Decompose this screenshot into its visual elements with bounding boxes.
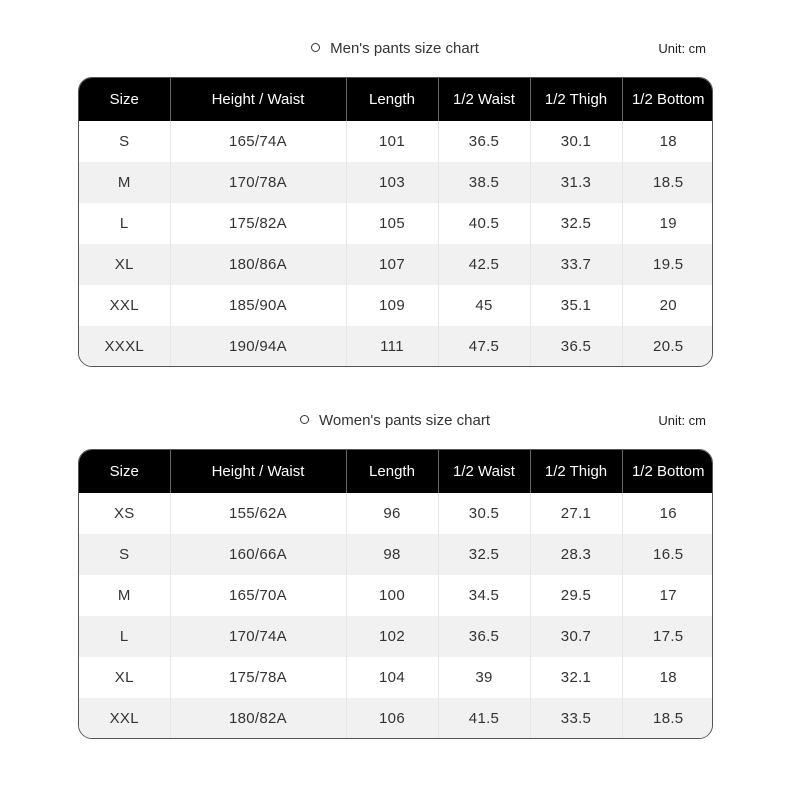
cell-half-waist: 40.5	[438, 203, 530, 244]
cell-half-waist: 30.5	[438, 493, 530, 534]
cell-half-waist: 32.5	[438, 534, 530, 575]
cell-half-thigh: 36.5	[530, 326, 622, 367]
cell-half-waist: 42.5	[438, 244, 530, 285]
cell-half-bottom: 20.5	[622, 326, 713, 367]
table-row	[79, 121, 713, 162]
header-half-waist: 1/2 Waist	[438, 78, 530, 121]
header-half-thigh: 1/2 Thigh	[530, 78, 622, 121]
men-size-table	[78, 77, 713, 367]
cell-size: XS	[79, 493, 170, 534]
cell-half-waist: 38.5	[438, 162, 530, 203]
cell-size: L	[79, 616, 170, 657]
header-size: Size	[79, 450, 170, 493]
cell-length: 109	[346, 285, 438, 326]
cell-height-waist: 190/94A	[170, 326, 346, 367]
cell-length: 101	[346, 121, 438, 162]
header-height-waist: Height / Waist	[170, 78, 346, 121]
cell-half-thigh: 31.3	[530, 162, 622, 203]
table-row	[79, 575, 713, 616]
cell-height-waist: 170/74A	[170, 616, 346, 657]
cell-half-thigh: 35.1	[530, 285, 622, 326]
cell-size: XXL	[79, 698, 170, 739]
cell-half-bottom: 18.5	[622, 698, 713, 739]
cell-half-thigh: 29.5	[530, 575, 622, 616]
header-height-waist: Height / Waist	[170, 450, 346, 493]
cell-length: 106	[346, 698, 438, 739]
cell-half-waist: 34.5	[438, 575, 530, 616]
cell-length: 105	[346, 203, 438, 244]
table-row	[79, 326, 713, 367]
women-size-table	[78, 449, 713, 739]
cell-half-thigh: 33.7	[530, 244, 622, 285]
cell-half-bottom: 17.5	[622, 616, 713, 657]
cell-half-waist: 47.5	[438, 326, 530, 367]
cell-half-bottom: 17	[622, 575, 713, 616]
cell-half-bottom: 18	[622, 657, 713, 698]
cell-height-waist: 180/82A	[170, 698, 346, 739]
table-row	[79, 698, 713, 739]
table-row	[79, 244, 713, 285]
cell-half-bottom: 18.5	[622, 162, 713, 203]
cell-size: S	[79, 534, 170, 575]
cell-half-thigh: 32.1	[530, 657, 622, 698]
cell-half-thigh: 33.5	[530, 698, 622, 739]
cell-half-waist: 41.5	[438, 698, 530, 739]
men-unit-label: Unit: cm	[658, 41, 706, 56]
cell-length: 100	[346, 575, 438, 616]
header-half-bottom: 1/2 Bottom	[622, 78, 713, 121]
women-unit-label: Unit: cm	[658, 413, 706, 428]
circle-bullet-icon	[311, 43, 320, 52]
header-half-bottom: 1/2 Bottom	[622, 450, 713, 493]
cell-length: 107	[346, 244, 438, 285]
cell-height-waist: 185/90A	[170, 285, 346, 326]
cell-half-waist: 36.5	[438, 121, 530, 162]
cell-size: L	[79, 203, 170, 244]
cell-size: XXL	[79, 285, 170, 326]
men-chart-title-text: Men's pants size chart	[330, 40, 479, 57]
cell-size: XL	[79, 657, 170, 698]
table-row	[79, 162, 713, 203]
cell-half-bottom: 16	[622, 493, 713, 534]
cell-height-waist: 180/86A	[170, 244, 346, 285]
cell-length: 98	[346, 534, 438, 575]
cell-length: 102	[346, 616, 438, 657]
women-chart-title-text: Women's pants size chart	[319, 412, 490, 429]
cell-height-waist: 160/66A	[170, 534, 346, 575]
cell-height-waist: 155/62A	[170, 493, 346, 534]
cell-height-waist: 170/78A	[170, 162, 346, 203]
cell-half-bottom: 19	[622, 203, 713, 244]
cell-length: 104	[346, 657, 438, 698]
table-header-row	[79, 450, 713, 493]
cell-half-bottom: 20	[622, 285, 713, 326]
cell-size: S	[79, 121, 170, 162]
cell-height-waist: 165/74A	[170, 121, 346, 162]
cell-height-waist: 165/70A	[170, 575, 346, 616]
header-size: Size	[79, 78, 170, 121]
cell-half-thigh: 30.1	[530, 121, 622, 162]
cell-half-thigh: 27.1	[530, 493, 622, 534]
cell-height-waist: 175/82A	[170, 203, 346, 244]
cell-size: M	[79, 575, 170, 616]
table-row	[79, 493, 713, 534]
cell-half-bottom: 18	[622, 121, 713, 162]
circle-bullet-icon	[300, 415, 309, 424]
cell-size: M	[79, 162, 170, 203]
cell-half-waist: 45	[438, 285, 530, 326]
cell-size: XXXL	[79, 326, 170, 367]
cell-size: XL	[79, 244, 170, 285]
header-length: Length	[346, 450, 438, 493]
table-header-row	[79, 78, 713, 121]
table-row	[79, 285, 713, 326]
header-length: Length	[346, 78, 438, 121]
cell-half-thigh: 32.5	[530, 203, 622, 244]
cell-half-thigh: 30.7	[530, 616, 622, 657]
table-row	[79, 203, 713, 244]
cell-half-waist: 39	[438, 657, 530, 698]
cell-half-waist: 36.5	[438, 616, 530, 657]
table-row	[79, 657, 713, 698]
cell-half-bottom: 16.5	[622, 534, 713, 575]
cell-half-bottom: 19.5	[622, 244, 713, 285]
table-row	[79, 616, 713, 657]
table-row	[79, 534, 713, 575]
cell-length: 96	[346, 493, 438, 534]
cell-height-waist: 175/78A	[170, 657, 346, 698]
cell-half-thigh: 28.3	[530, 534, 622, 575]
cell-length: 103	[346, 162, 438, 203]
cell-length: 111	[346, 326, 438, 367]
header-half-waist: 1/2 Waist	[438, 450, 530, 493]
header-half-thigh: 1/2 Thigh	[530, 450, 622, 493]
